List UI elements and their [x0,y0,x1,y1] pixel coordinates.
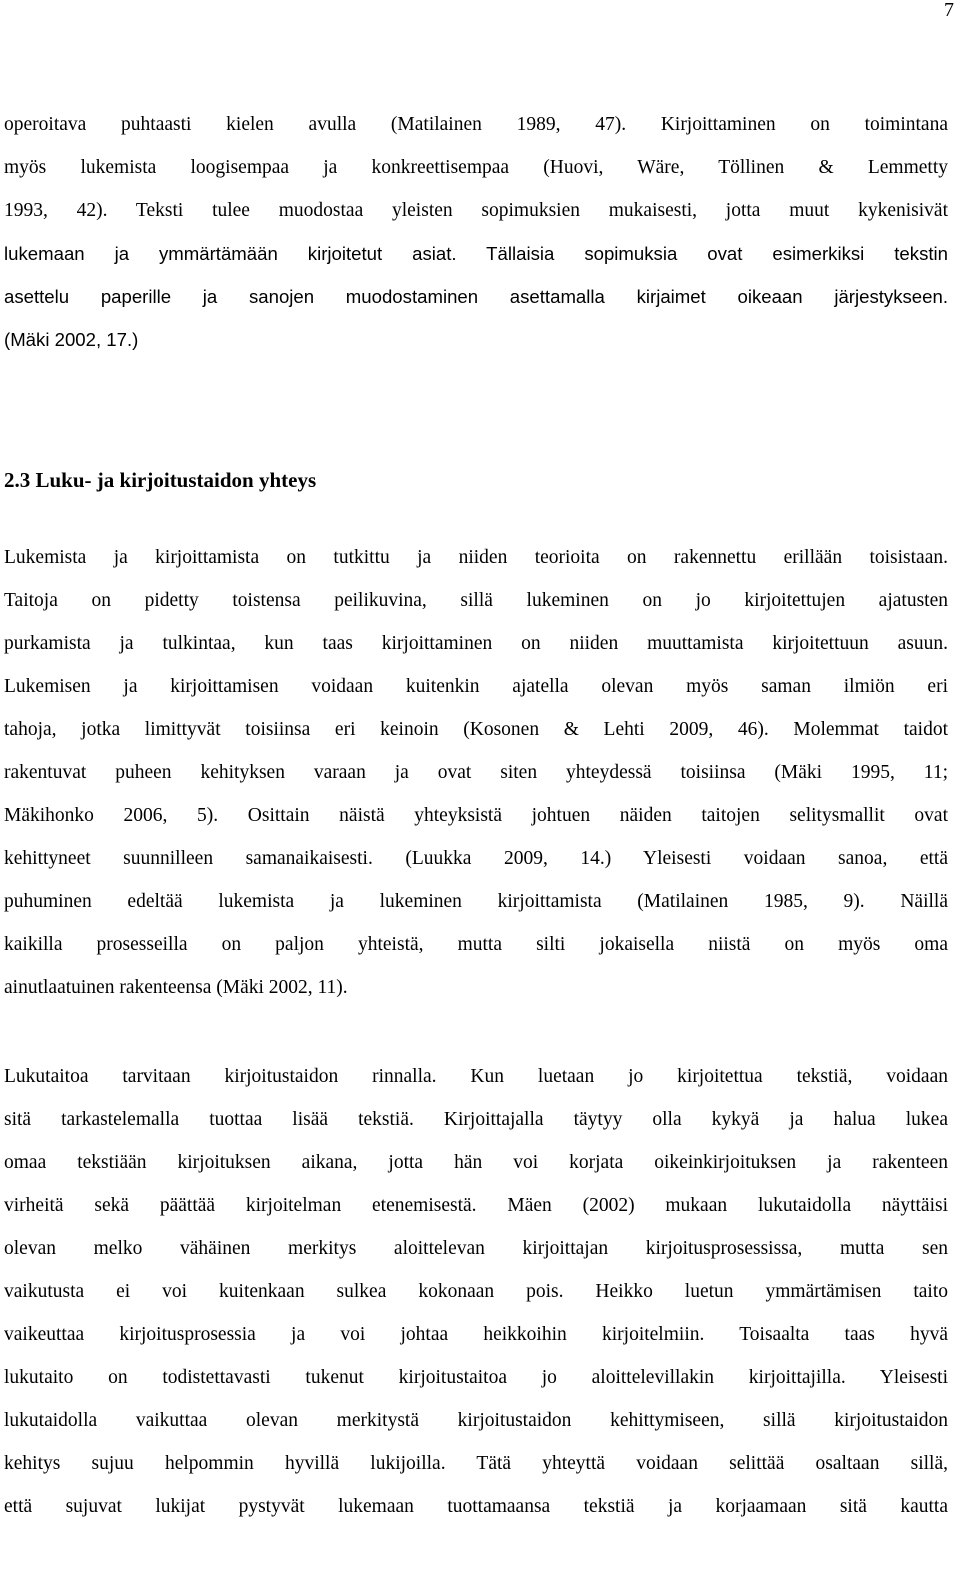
text-line: kehittyneet suunnilleen samanaikaisesti. (Luukka 2009, 14.) Yleisesti voidaan sanoa, että [4,848,948,869]
text-line: kaikilla prosesseilla on paljon yhteistä, mutta silti jokaisella niistä on myös oma [4,934,948,955]
text-line: lukutaito on todistettavasti tukenut kirjoitustaitoa jo aloittelevillakin kirjoittajilla. Yleisesti [4,1367,948,1388]
intro-paragraph [4,103,948,361]
text-line: lukemaan ja ymmärtämään kirjoitetut asiat. Tällaisia sopimuksia ovat esimerkiksi tekstin [4,243,948,264]
text-line: 1993, 42). Teksti tulee muodostaa yleisten sopimuksien mukaisesti, jotta muut kykenisivät [4,200,948,221]
text-line: olevan melko vähäinen merkitys aloittelevan kirjoittajan kirjoitusprosessissa, mutta sen [4,1238,948,1259]
text-line: purkamista ja tulkintaa, kun taas kirjoittaminen on niiden muuttamista kirjoitettuun asuun. [4,633,948,654]
text-line: Lukemista ja kirjoittamista on tutkittu ja niiden teorioita on rakennettu erillään toisistaan. [4,547,948,568]
text-line: (Mäki 2002, 17.) [4,329,139,350]
paragraph-2 [4,1055,948,1528]
document-page [4,103,948,1528]
text-line: vaikeuttaa kirjoitusprosessia ja voi johtaa heikkoihin kirjoitelmiin. Toisaalta taas hyvä [4,1324,948,1345]
text-line: vaikutusta ei voi kuitenkaan sulkea kokonaan pois. Heikko luetun ymmärtämisen taito [4,1281,948,1302]
text-line: puhuminen edeltää lukemista ja lukeminen kirjoittamista (Matilainen 1985, 9). Näillä [4,891,948,912]
page-number: 7 [944,0,954,21]
text-line: operoitava puhtaasti kielen avulla (Matilainen 1989, 47). Kirjoittaminen on toimintana [4,114,948,135]
text-line: virheitä sekä päättää kirjoitelman etenemisestä. Mäen (2002) mukaan lukutaidolla näyttäisi [4,1195,948,1216]
text-line: kehitys sujuu helpommin hyvillä lukijoilla. Tätä yhteyttä voidaan selittää osaltaan sillä, [4,1453,948,1474]
text-line: Lukutaitoa tarvitaan kirjoitustaidon rinnalla. Kun luetaan jo kirjoitettua tekstiä, voidaan [4,1066,948,1087]
text-line: Mäkihonko 2006, 5). Osittain näistä yhteyksistä johtuen näiden taitojen selitysmallit ovat [4,805,948,826]
section-heading: 2.3 Luku- ja kirjoitustaidon yhteys [4,468,317,492]
text-line: asettelu paperille ja sanojen muodostaminen asettamalla kirjaimet oikeaan järjestykseen. [4,286,948,307]
text-line: ainutlaatuinen rakenteensa (Mäki 2002, 11). [4,977,348,998]
paragraph-1 [4,536,948,1009]
text-line: lukutaidolla vaikuttaa olevan merkitystä kirjoitustaidon kehittymiseen, sillä kirjoitustaidon [4,1410,948,1431]
text-line: tahoja, jotka limittyvät toisiinsa eri keinoin (Kosonen & Lehti 2009, 46). Molemmat taidot [4,719,948,740]
text-line: että sujuvat lukijat pystyvät lukemaan tuottamaansa tekstiä ja korjaamaan sitä kautta [4,1496,948,1517]
text-line: omaa tekstiään kirjoituksen aikana, jotta hän voi korjata oikeinkirjoituksen ja rakenteen [4,1152,948,1173]
text-line: myös lukemista loogisempaa ja konkreettisempaa (Huovi, Wäre, Töllinen & Lemmetty [4,157,948,178]
text-line: Taitoja on pidetty toistensa peilikuvina, sillä lukeminen on jo kirjoitettujen ajatusten [4,590,948,611]
text-line: rakentuvat puheen kehityksen varaan ja ovat siten yhteydessä toisiinsa (Mäki 1995, 11; [4,762,948,783]
text-line: sitä tarkastelemalla tuottaa lisää tekstiä. Kirjoittajalla täytyy olla kykyä ja halua lukea [4,1109,948,1130]
text-line: Lukemisen ja kirjoittamisen voidaan kuitenkin ajatella olevan myös saman ilmiön eri [4,676,948,697]
